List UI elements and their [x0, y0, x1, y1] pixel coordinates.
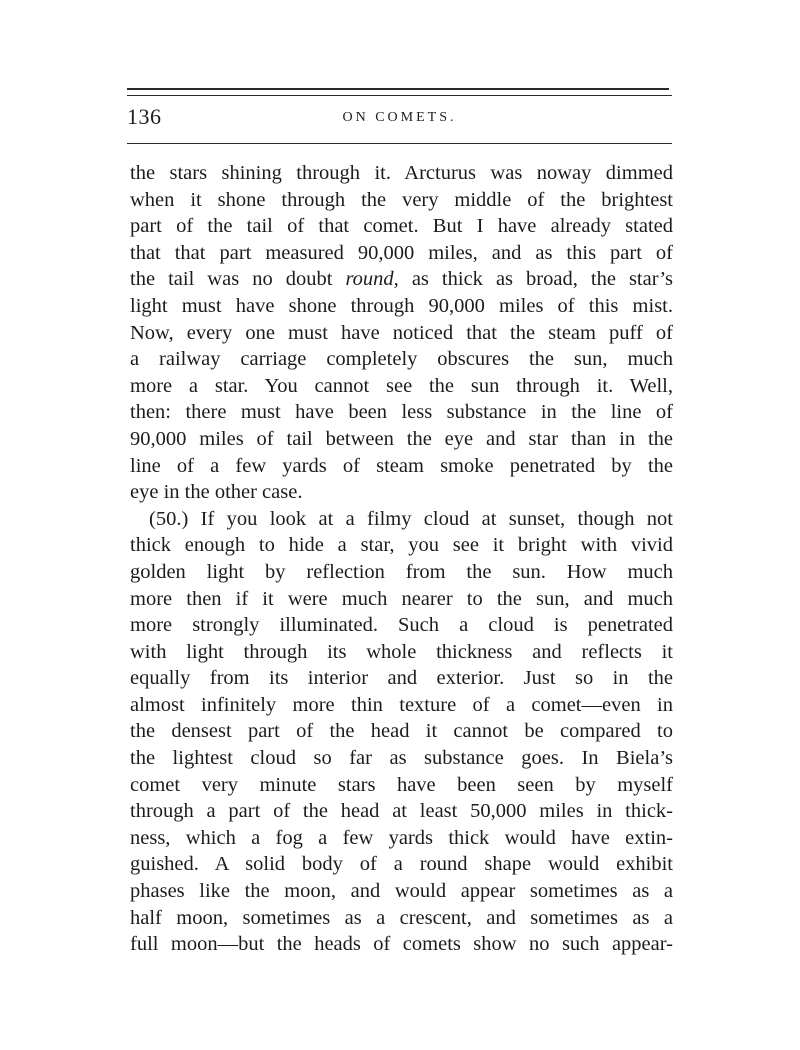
text-line: the stars shining through it. Arcturus was noway dimmed: [130, 162, 673, 184]
text-line: equally from its interior and exterior. Just so in the: [130, 667, 673, 690]
text-line: the densest part of the head it cannot be compared to: [130, 720, 673, 743]
text-line: golden light by reflection from the sun. How much: [130, 560, 673, 583]
text-line: almost infinitely more thin texture of a comet—even in: [130, 693, 673, 716]
text-line: Now, every one must have noticed that the steam puff of: [130, 321, 673, 344]
text-line: more strongly illuminated. Such a cloud is penetrated: [130, 614, 673, 637]
text-line: full moon—but the heads of comets show no such appear-: [130, 933, 673, 956]
text-line: thick enough to hide a star, you see it bright with vivid: [130, 534, 673, 557]
header-rule-top: [127, 88, 669, 90]
text-line: [130, 266, 673, 293]
text-line: guished. A solid body of a round shape would exhibit: [130, 853, 673, 876]
text-line: more then if it were much nearer to the sun, and much: [130, 587, 673, 610]
text-line: phases like the moon, and would appear sometimes as a: [130, 880, 673, 903]
text-line: when it shone through the very middle of the brightest: [130, 188, 673, 211]
text-line: line of a few yards of steam smoke penetrated by the: [130, 454, 673, 477]
text-line: 90,000 miles of tail between the eye and star than in the: [130, 427, 673, 450]
text-line: the lightest cloud so far as substance goes. In Biela’s: [130, 747, 673, 770]
text-line: comet very minute stars have been seen by myself: [130, 773, 673, 796]
page-number: 136: [127, 104, 162, 129]
text-line: through a part of the head at least 50,000 miles in thick-: [130, 800, 673, 823]
text-line: that that part measured 90,000 miles, and as this part of: [130, 241, 673, 264]
text-line: half moon, sometimes as a crescent, and sometimes as a: [130, 906, 673, 929]
header-rule-top-second: [127, 95, 672, 96]
page-header: [127, 104, 672, 134]
text-line-paragraph-start: (50.) If you look at a filmy cloud at sunset, though not: [149, 507, 673, 530]
header-rule-bottom: [127, 143, 672, 144]
italic-word: round,: [345, 268, 399, 291]
text-line-paragraph-end: eye in the other case.: [130, 481, 303, 504]
text-line: part of the tail of that comet. But I have already stated: [130, 215, 673, 238]
text-line-end: as thick as broad, the star’s: [411, 268, 673, 291]
page-body: [130, 160, 673, 958]
running-head: ON COMETS.: [342, 110, 457, 125]
text-line: more a star. You cannot see the sun through it. Well,: [130, 374, 673, 397]
text-line: a railway carriage completely obscures the sun, much: [130, 348, 673, 371]
text-line: with light through its whole thickness and reflects it: [130, 640, 673, 663]
text-line: ness, which a fog a few yards thick would have extin-: [130, 826, 673, 849]
text-line: light must have shone through 90,000 miles of this mist.: [130, 294, 673, 317]
text-line-start: the tail was no doubt: [130, 268, 333, 291]
text-line: then: there must have been less substance in the line of: [130, 401, 673, 424]
